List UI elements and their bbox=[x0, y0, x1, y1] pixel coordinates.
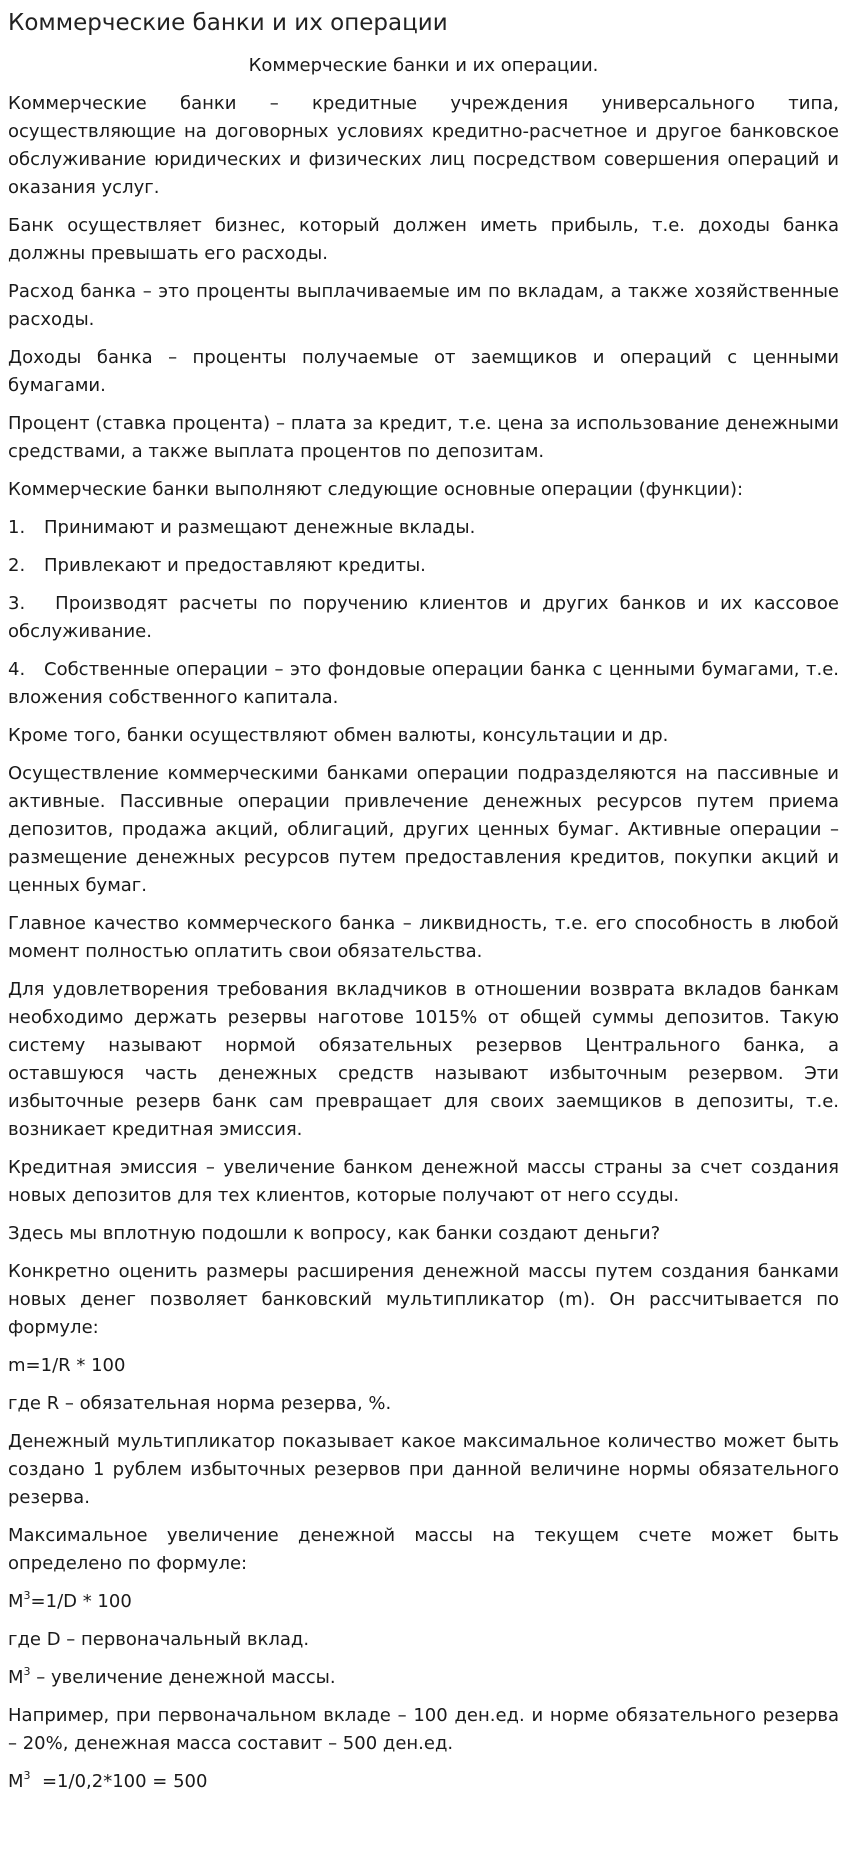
paragraph-max-increase: Максимальное увеличение денежной массы на текущем счете может быть определено по формуле: bbox=[8, 1525, 839, 1574]
paragraph-profit: Банк осуществляет бизнес, который должен иметь прибыль, т.е. доходы банка должны превышать его расходы. bbox=[8, 215, 839, 264]
document-subtitle: Коммерческие банки и их операции. bbox=[248, 55, 599, 76]
paragraph-income: Доходы банка – проценты получаемые от заемщиков и операций с ценными бумагами. bbox=[8, 347, 839, 396]
list-item bbox=[8, 656, 839, 712]
list-item-text: Собственные операции – это фондовые операции банка с ценными бумагами, т.е. вложения собственного капитала. bbox=[8, 659, 839, 708]
paragraph-m3-definition bbox=[8, 1664, 839, 1692]
list-item-number: 1. bbox=[8, 517, 26, 538]
list-item-text: Производят расчеты по поручению клиентов и других банков и их кассовое обслуживание. bbox=[8, 593, 839, 642]
paragraph-liquidity: Главное качество коммерческого банка – ликвидность, т.е. его способность в любой момент полностью оплатить свои обязательства. bbox=[8, 913, 839, 962]
formula-m3 bbox=[8, 1588, 839, 1616]
formula-superscript: 3 bbox=[23, 1589, 31, 1602]
paragraph-where-r: где R – обязательная норма резерва, %. bbox=[8, 1393, 392, 1414]
page-title: Коммерческие банки и их операции bbox=[8, 10, 448, 36]
paragraph-credit-emission: Кредитная эмиссия – увеличение банком денежной массы страны за счет создания новых депозитов для тех клиентов, которые получают от него ссуды. bbox=[8, 1157, 839, 1206]
formula-superscript: 3 bbox=[23, 1665, 31, 1678]
list-item-number: 3. bbox=[8, 593, 26, 614]
paragraph-definition: Коммерческие банки – кредитные учреждения универсального типа, осуществляющие на договорных условиях кредитно-расчетное и другое банковское обслуживание юридических и физических лиц посредством совершения операций и оказания услуг. bbox=[8, 93, 839, 198]
paragraph-where-d: где D – первоначальный вклад. bbox=[8, 1629, 310, 1650]
list-item bbox=[8, 552, 839, 580]
paragraph-passive-active: Осуществление коммерческими банками операции подразделяются на пассивные и активные. Пассивные операции привлечение денежных ресурсов путем приема депозитов, продажа акций, облигаций, других ценных бумаг. Активные операции – размещение денежных ресурсов путем предоставления кредитов, покупки акций и ценных бумаг. bbox=[8, 763, 839, 896]
formula-symbol: M bbox=[8, 1667, 24, 1688]
formula-expression: =1/0,2*100 = 500 bbox=[30, 1771, 208, 1792]
paragraph-reserves: Для удовлетворения требования вкладчиков в отношении возврата вкладов банкам необходимо держать резервы наготове 1015% от общей суммы депозитов. Такую систему называют нормой обязательных резервов Центрального банка, а оставшуюся часть денежных средств называют избыточным резервом. Эти избыточные резерв банк сам превращает для своих заемщиков в депозиты, т.е. возникает кредитная эмиссия. bbox=[8, 979, 839, 1140]
formula-description: – увеличение денежной массы. bbox=[30, 1667, 336, 1688]
formula-symbol: M bbox=[8, 1591, 24, 1612]
list-item-number: 4. bbox=[8, 659, 26, 680]
paragraph-example: Например, при первоначальном вкладе – 100 ден.ед. и норме обязательного резерва – 20%, денежная масса составит – 500 ден.ед. bbox=[8, 1705, 839, 1754]
formula-multiplier: m=1/R * 100 bbox=[8, 1355, 126, 1376]
paragraph-expenses: Расход банка – это проценты выплачиваемые им по вкладам, а также хозяйственные расходы. bbox=[8, 281, 839, 330]
paragraph-multiplier: Конкретно оценить размеры расширения денежной массы путем создания банками новых денег позволяет банковский мультипликатор (m). Он рассчитывается по формуле: bbox=[8, 1261, 839, 1338]
paragraph-interest: Процент (ставка процента) – плата за кредит, т.е. цена за использование денежными средствами, а также выплата процентов по депозитам. bbox=[8, 413, 839, 462]
formula-superscript: 3 bbox=[23, 1769, 31, 1782]
list-item bbox=[8, 514, 839, 542]
paragraph-other-services: Кроме того, банки осуществляют обмен валюты, консультации и др. bbox=[8, 725, 669, 746]
paragraph-money-creation: Здесь мы вплотную подошли к вопросу, как банки создают деньги? bbox=[8, 1223, 661, 1244]
paragraph-operations-intro: Коммерческие банки выполняют следующие основные операции (функции): bbox=[8, 479, 744, 500]
formula-symbol: M bbox=[8, 1771, 24, 1792]
formula-final bbox=[8, 1768, 839, 1796]
list-item-text: Принимают и размещают денежные вклады. bbox=[44, 517, 476, 538]
paragraph-multiplier-meaning: Денежный мультипликатор показывает какое максимальное количество может быть создано 1 рублем избыточных резервов при данной величине нормы обязательного резерва. bbox=[8, 1431, 839, 1508]
formula-expression: =1/D * 100 bbox=[30, 1591, 132, 1612]
list-item-number: 2. bbox=[8, 555, 26, 576]
list-item bbox=[8, 590, 839, 646]
list-item-text: Привлекают и предоставляют кредиты. bbox=[44, 555, 426, 576]
